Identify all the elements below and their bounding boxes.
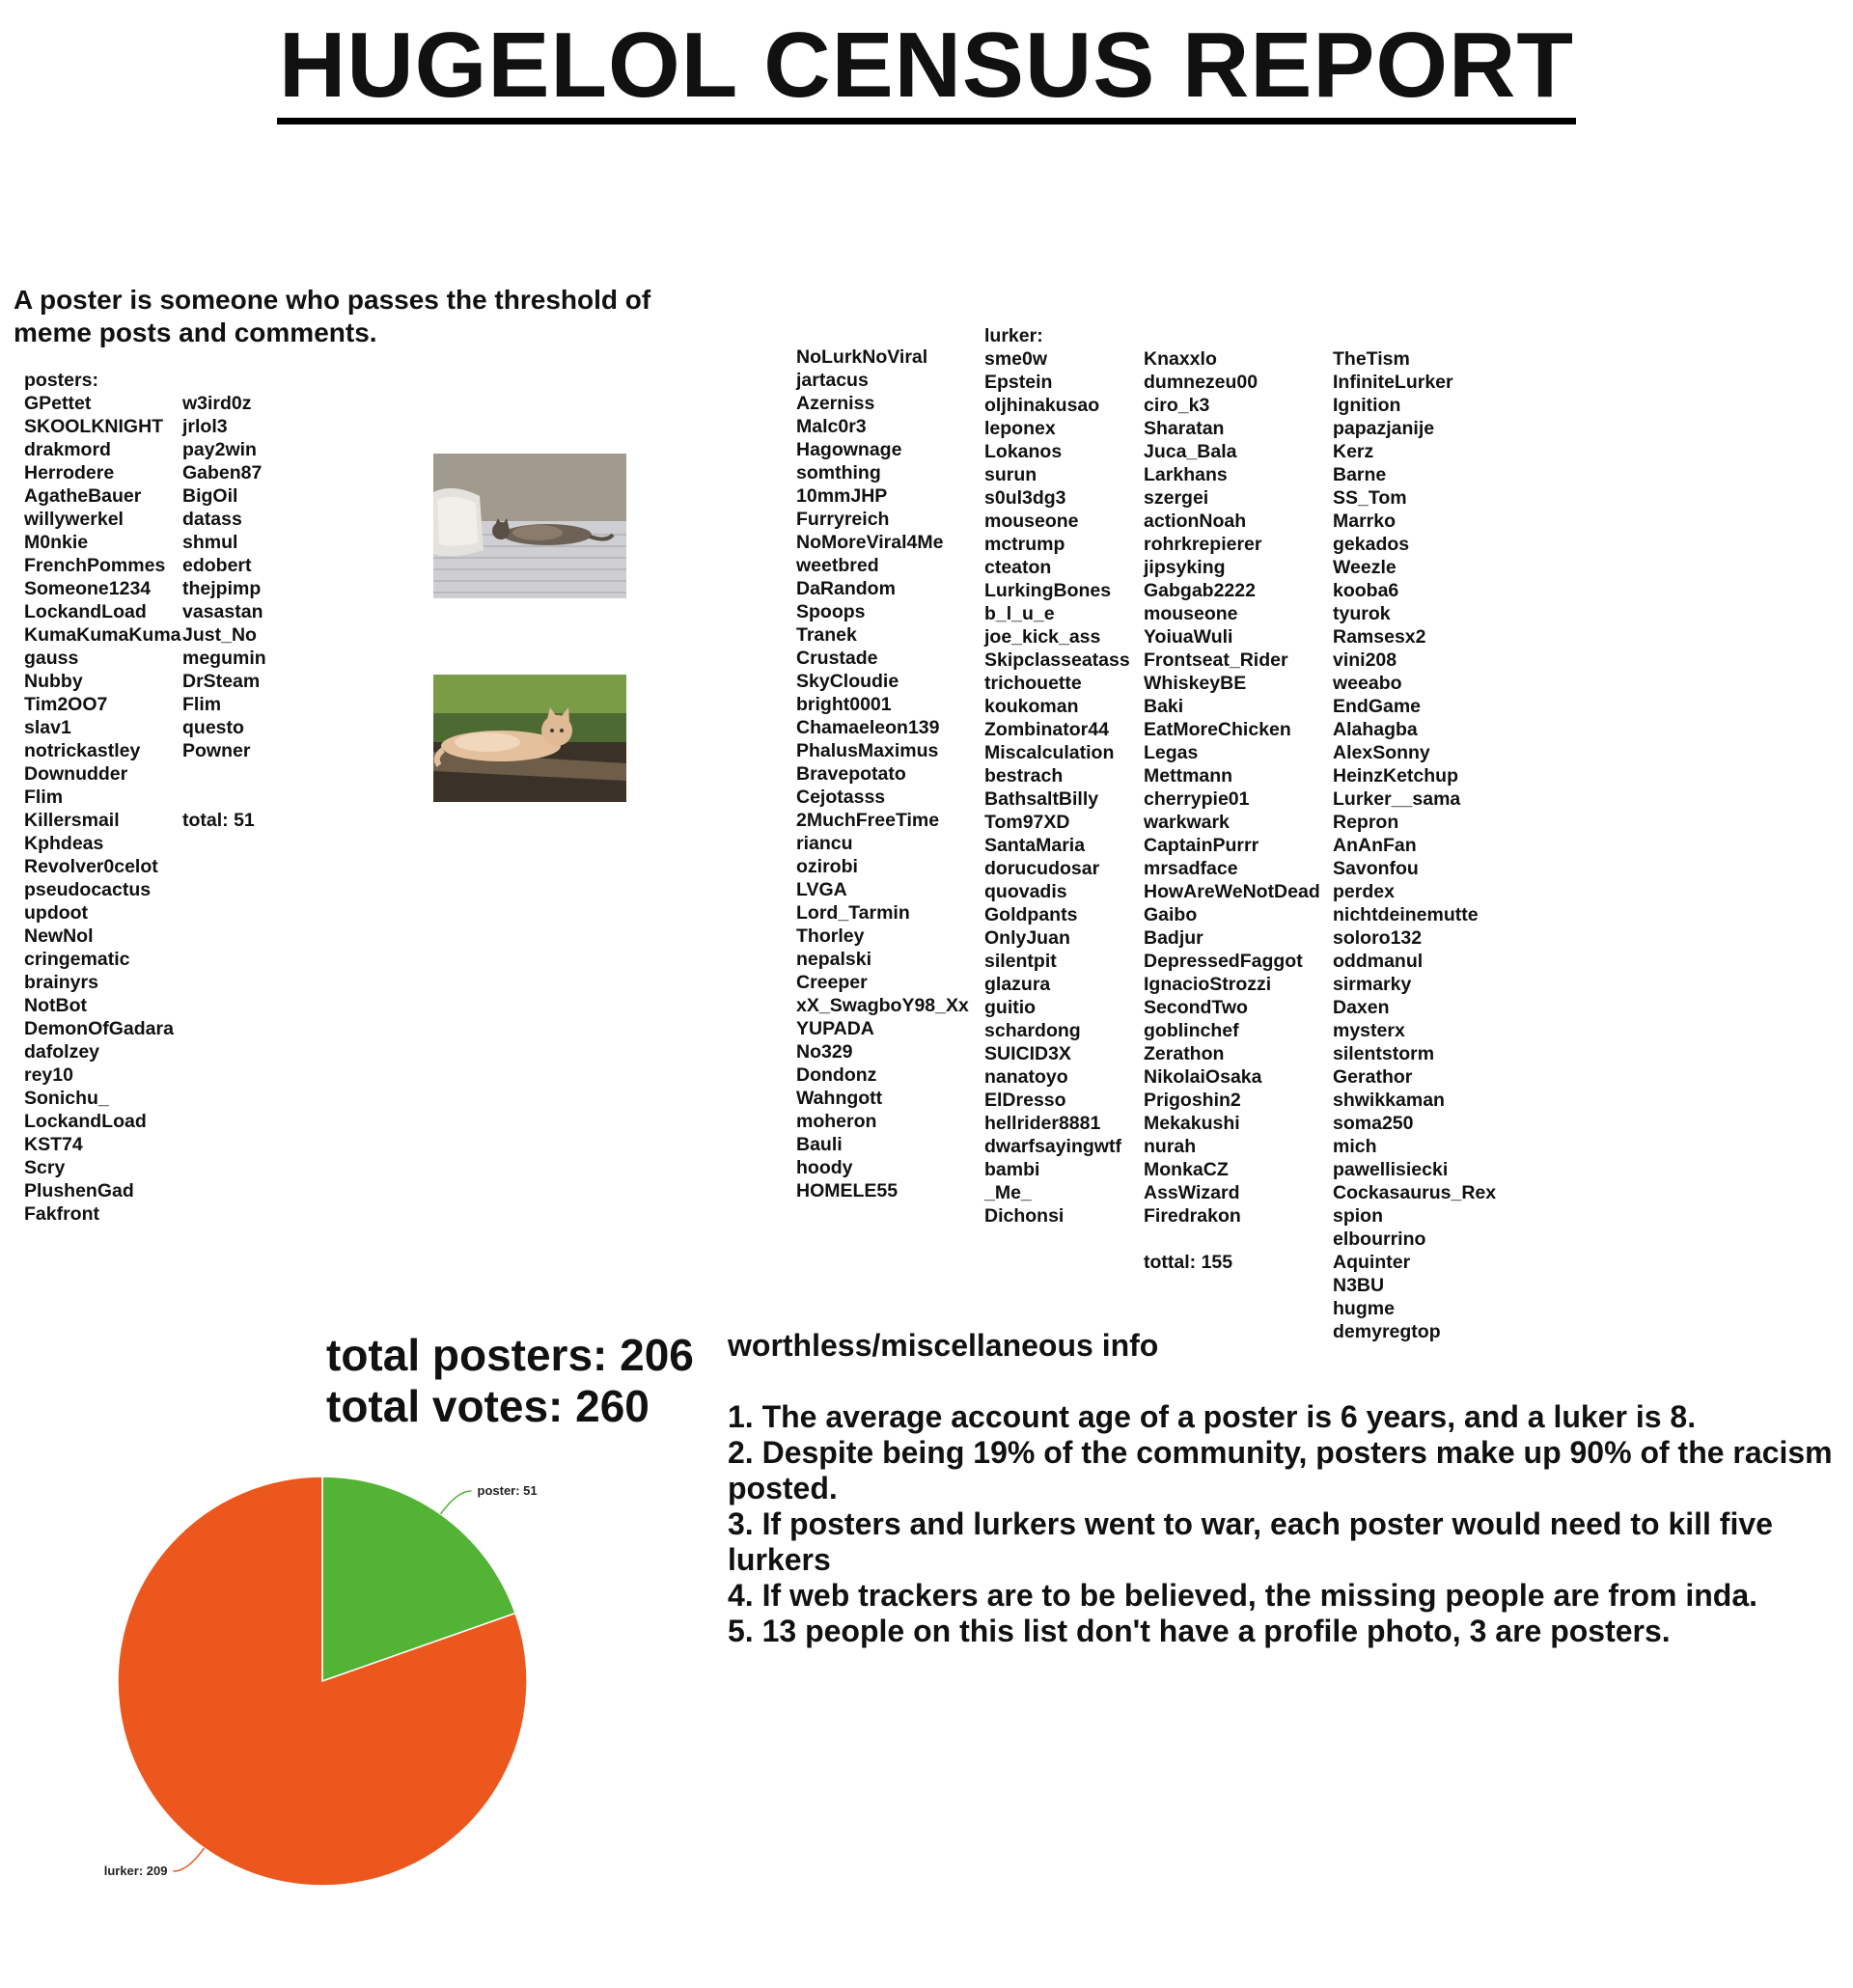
lurker-name: Chamaeleon139 <box>796 717 940 738</box>
lurker-name: Barne <box>1333 464 1387 485</box>
lurker-name: Lord_Tarmin <box>796 902 910 924</box>
lurker-name: moheron <box>796 1111 877 1132</box>
posters-list-2 <box>182 392 266 762</box>
poster-name: KumaKumaKuma <box>24 624 181 646</box>
lurker-name: Prigoshin2 <box>1144 1090 1241 1111</box>
lurker-name: mysterx <box>1333 1020 1405 1041</box>
lurker-name: AlexSonny <box>1333 742 1430 763</box>
lurker-name: Azerniss <box>796 393 875 414</box>
lurker-name: N3BU <box>1333 1275 1385 1296</box>
lurker-name: ozirobi <box>796 856 858 877</box>
lurker-name: jipsyking <box>1144 557 1226 578</box>
lurker-name: sme0w <box>984 348 1048 370</box>
misc-fact: 3. If posters and lurkers went to war, each poster would need to kill five lurkers <box>728 1506 1773 1577</box>
lurker-name: hellrider8881 <box>984 1113 1101 1134</box>
totals-block <box>326 1330 694 1432</box>
lurker-name: YUPADA <box>796 1018 874 1039</box>
misc-fact: 2. Despite being 19% of the community, posters make up 90% of the racism posted. <box>728 1435 1833 1505</box>
lurker-name: DaRandom <box>796 578 896 599</box>
lurkers-column-4 <box>1333 347 1496 1343</box>
total-votes: total votes: 260 <box>326 1381 650 1431</box>
lurker-name: 2MuchFreeTime <box>796 810 940 831</box>
lurker-name: Bravepotato <box>796 763 906 785</box>
lurker-name: Goldpants <box>984 904 1078 925</box>
lurker-name: quovadis <box>984 881 1067 902</box>
poster-name: M0nkie <box>24 532 89 553</box>
lurker-name: 10mmJHP <box>796 485 888 507</box>
poster-name: dafolzey <box>24 1041 100 1063</box>
lurker-name: jartacus <box>796 370 869 391</box>
lurker-name: Bauli <box>796 1134 843 1155</box>
lurker-name: Repron <box>1333 812 1399 833</box>
lurker-name: _Me_ <box>984 1182 1032 1203</box>
lurker-name: WhiskeyBE <box>1144 673 1247 694</box>
lurkers-column-2 <box>984 324 1130 1228</box>
lurker-name: schardong <box>984 1020 1081 1041</box>
lurker-name: CaptainPurrr <box>1144 835 1259 856</box>
lurker-name: Malc0r3 <box>796 416 867 437</box>
poster-name: FrenchPommes <box>24 555 166 576</box>
lurker-name: HOMELE55 <box>796 1180 899 1201</box>
poster-name: Gaben87 <box>182 462 263 483</box>
poster-name: NewNol <box>24 925 94 947</box>
lurker-name: mich <box>1333 1136 1377 1157</box>
lurker-name: Mekakushi <box>1144 1113 1240 1134</box>
lurker-name: NoMoreViral4Me <box>796 532 944 553</box>
lurker-name: IgnacioStrozzi <box>1144 974 1272 995</box>
lurker-name: kooba6 <box>1333 580 1399 601</box>
lurker-name: AnAnFan <box>1333 835 1417 856</box>
lurker-name: spion <box>1333 1205 1383 1227</box>
lurker-name: soma250 <box>1333 1113 1414 1134</box>
misc-fact: 4. If web trackers are to be believed, the missing people are from inda. <box>728 1578 1758 1613</box>
poster-name: jrlol3 <box>182 416 228 437</box>
lurker-name: SUICID3X <box>984 1043 1071 1064</box>
poster-name: Kphdeas <box>24 833 104 854</box>
poster-name: SKOOLKNIGHT <box>24 416 164 437</box>
page-title: HUGELOL CENSUS REPORT <box>277 14 1576 124</box>
lurker-name: Spoops <box>796 601 866 622</box>
poster-name: pseudocactus <box>24 879 152 900</box>
lurker-name: Ramsesx2 <box>1333 626 1426 648</box>
lurker-name: bright0001 <box>796 694 892 715</box>
cat-lying-photo <box>433 675 626 802</box>
misc-info-block <box>728 1328 1847 1649</box>
lurker-name: nurah <box>1144 1136 1197 1157</box>
lurker-name: YoiuaWuli <box>1144 626 1233 648</box>
poster-name: rey10 <box>24 1064 73 1086</box>
lurker-name: Tom97XD <box>984 812 1070 833</box>
lurker-name: SkyCloudie <box>796 671 899 692</box>
poster-name: shmul <box>182 532 238 553</box>
lurker-name: Crustade <box>796 648 878 669</box>
lurker-name: vini208 <box>1333 649 1397 671</box>
lurker-name: mouseone <box>1144 603 1238 624</box>
poster-name: willywerkel <box>24 509 124 530</box>
poster-name: Herrodere <box>24 462 115 483</box>
lurker-name: BathsaltBilly <box>984 788 1099 810</box>
lurker-name: s0ul3dg3 <box>984 487 1066 509</box>
lurker-name: Cejotasss <box>796 787 886 808</box>
lurker-name: Legas <box>1144 742 1199 763</box>
lurker-name: trichouette <box>984 673 1082 694</box>
lurker-name: b_l_u_e <box>984 603 1055 624</box>
lurker-name: cteaton <box>984 557 1052 578</box>
lurker-name: papazjanije <box>1333 418 1435 439</box>
poster-name: GPettet <box>24 393 92 414</box>
lurker-name: Wahngott <box>796 1088 883 1109</box>
lurker-name: cherrypie01 <box>1144 788 1250 810</box>
lurker-name: EndGame <box>1333 696 1422 717</box>
lurker-name: Tranek <box>796 624 857 646</box>
lurker-name: rohrkrepierer <box>1144 534 1262 555</box>
misc-fact: 1. The average account age of a poster is 6 years, and a luker is 8. <box>728 1399 1697 1434</box>
lurker-name: perdex <box>1333 881 1395 902</box>
lurker-name: Zombinator44 <box>984 719 1109 740</box>
lurker-name: silentpit <box>984 951 1057 972</box>
poster-name: Flim <box>182 694 222 715</box>
poster-name: Tim2OO7 <box>24 694 108 715</box>
lurker-name: Badjur <box>1144 927 1203 949</box>
poster-name: Powner <box>182 740 251 761</box>
lurker-name: leponex <box>984 418 1056 439</box>
lurker-name: Epstein <box>984 372 1053 393</box>
cat-on-couch-photo <box>433 454 626 598</box>
lurker-name: Weezle <box>1333 557 1397 578</box>
poster-name: megumin <box>182 648 266 669</box>
lurker-name: Miscalculation <box>984 742 1115 763</box>
poster-name: Sonichu_ <box>24 1088 109 1109</box>
poster-name: cringematic <box>24 949 130 970</box>
lurker-name: Alahagba <box>1333 719 1418 740</box>
lurker-name: joe_kick_ass <box>984 626 1101 648</box>
posters-list-1 <box>24 392 181 1226</box>
poster-name: Downudder <box>24 763 128 785</box>
poster-name: PlushenGad <box>24 1180 134 1201</box>
lurker-name: Frontseat_Rider <box>1144 649 1288 671</box>
lurker-name: Lokanos <box>984 441 1063 462</box>
lurker-name: AssWizard <box>1144 1182 1240 1203</box>
poster-name: questo <box>182 717 244 738</box>
poster-name: Scry <box>24 1157 66 1178</box>
poster-name: drakmord <box>24 439 111 460</box>
poster-name: gauss <box>24 648 79 669</box>
pie-leader-line-poster <box>441 1491 472 1514</box>
lurker-name: Marrko <box>1333 511 1397 532</box>
poster-name: notrickastley <box>24 740 141 761</box>
lurker-name: SecondTwo <box>1144 997 1248 1018</box>
lurker-name: nichtdeinemutte <box>1333 904 1479 925</box>
lurker-name: NoLurkNoViral <box>796 346 928 368</box>
lurkers-list-1 <box>796 345 969 1202</box>
misc-fact: 5. 13 people on this list don't have a profile photo, 3 are posters. <box>728 1614 1671 1648</box>
poster-name: Just_No <box>182 624 257 646</box>
lurker-name: bambi <box>984 1159 1040 1180</box>
lurker-name: Lurker__sama <box>1333 788 1461 810</box>
lurkers-list-4 <box>1333 347 1496 1343</box>
lurker-name: guitio <box>984 997 1037 1018</box>
lurker-name: Juca_Bala <box>1144 441 1237 462</box>
lurker-name: dorucudosar <box>984 858 1100 879</box>
lurker-name: MonkaCZ <box>1144 1159 1229 1180</box>
lurker-name: pawellisiecki <box>1333 1159 1449 1180</box>
lurker-name: dumnezeu00 <box>1144 372 1258 393</box>
poster-name: Nubby <box>24 671 83 692</box>
lurkers-total: tottal: 155 <box>1144 1252 1233 1273</box>
lurker-name: Ignition <box>1333 395 1401 416</box>
lurker-name: bestrach <box>984 765 1064 787</box>
page-title-wrap <box>0 14 1853 124</box>
lurker-name: Thorley <box>796 925 865 947</box>
poster-name: Someone1234 <box>24 578 152 599</box>
lurker-name: Savonfou <box>1333 858 1419 879</box>
lurker-name: soloro132 <box>1333 927 1423 949</box>
poster-name: LockandLoad <box>24 1111 147 1132</box>
lurker-name: demyregtop <box>1333 1321 1441 1342</box>
misc-heading: worthless/miscellaneous info <box>728 1328 1159 1363</box>
lurker-name: koukoman <box>984 696 1079 717</box>
lurker-name: mrsadface <box>1144 858 1238 879</box>
lurker-name: EatMoreChicken <box>1144 719 1291 740</box>
poster-name: Revolver0celot <box>24 856 158 877</box>
lurker-name: LurkingBones <box>984 580 1112 601</box>
lurker-name: Baki <box>1144 696 1184 717</box>
posters-column-1 <box>24 369 181 1226</box>
poster-name: Flim <box>24 787 64 808</box>
poster-name: DrSteam <box>182 671 261 692</box>
posters-column-2 <box>182 392 266 832</box>
lurker-name: mctrump <box>984 534 1065 555</box>
lurkers-column-1 <box>796 345 969 1202</box>
total-posters: total posters: 206 <box>326 1330 694 1380</box>
poster-name: vasastan <box>182 601 263 622</box>
poster-name: pay2win <box>182 439 257 460</box>
lurker-name: ciro_k3 <box>1144 395 1210 416</box>
lurker-name: Mettmann <box>1144 765 1233 787</box>
lurker-name: Zerathon <box>1144 1043 1225 1064</box>
lurker-name: ElDresso <box>984 1090 1066 1111</box>
poster-definition: A poster is someone who passes the threshold of meme posts and comments. <box>14 285 651 347</box>
lurker-name: glazura <box>984 974 1051 995</box>
lurkers-column-3 <box>1144 347 1320 1274</box>
lurker-name: weetbred <box>796 555 879 576</box>
poster-name: w3ird0z <box>182 393 252 414</box>
poster-name: Killersmail <box>24 810 120 831</box>
lurker-name: Dichonsi <box>984 1205 1065 1227</box>
lurker-name: OnlyJuan <box>984 927 1070 949</box>
lurker-name: Aquinter <box>1333 1252 1411 1273</box>
lurker-name: hugme <box>1333 1298 1395 1319</box>
poster-name: brainyrs <box>24 972 98 993</box>
lurker-name: SS_Tom <box>1333 487 1407 509</box>
lurker-name: mouseone <box>984 511 1079 532</box>
lurker-name: Larkhans <box>1144 464 1228 485</box>
lurker-name: HowAreWeNotDead <box>1144 881 1320 902</box>
lurker-name: tyurok <box>1333 603 1391 624</box>
lurker-name: Cockasaurus_Rex <box>1333 1182 1497 1203</box>
lurker-name: hoody <box>796 1157 853 1178</box>
lurker-name: riancu <box>796 833 853 854</box>
poster-name: thejpimp <box>182 578 262 599</box>
pie-label-lurker: lurker: 209 <box>103 1864 168 1879</box>
lurker-name: LVGA <box>796 879 847 900</box>
lurker-name: weeabo <box>1333 673 1402 694</box>
lurkers-list-3 <box>1144 347 1320 1228</box>
lurker-name: silentstorm <box>1333 1043 1435 1064</box>
poster-name: datass <box>182 509 242 530</box>
lurker-name: xX_SwagboY98_Xx <box>796 995 969 1016</box>
poster-name: DemonOfGadara <box>24 1018 174 1039</box>
lurker-name: DepressedFaggot <box>1144 951 1303 972</box>
poster-name: AgatheBauer <box>24 485 142 507</box>
poster-name: edobert <box>182 555 252 576</box>
lurker-name: elbourrino <box>1333 1229 1426 1250</box>
pie-label-poster: poster: 51 <box>477 1482 538 1498</box>
lurker-name: gekados <box>1333 534 1410 555</box>
lurker-name: Gerathor <box>1333 1066 1413 1088</box>
poster-name: updoot <box>24 902 89 924</box>
lurker-name: oddmanul <box>1333 951 1424 972</box>
poster-name: Fakfront <box>24 1203 99 1225</box>
poster-name: BigOil <box>182 485 238 507</box>
lurker-name: Daxen <box>1333 997 1390 1018</box>
lurker-name: No329 <box>796 1041 853 1063</box>
lurker-name: Dondonz <box>796 1064 877 1086</box>
lurker-name: shwikkaman <box>1333 1090 1445 1111</box>
poster-lurker-pie-chart <box>0 1438 598 1901</box>
lurker-name: warkwark <box>1144 812 1230 833</box>
lurker-name: nanatoyo <box>984 1066 1068 1088</box>
lurker-name: Kerz <box>1333 441 1374 462</box>
posters-total: total: 51 <box>182 810 255 831</box>
lurker-name: nepalski <box>796 949 872 970</box>
lurker-name: actionNoah <box>1144 511 1247 532</box>
lurker-name: Furryreich <box>796 509 890 530</box>
lurker-name: Hagownage <box>796 439 902 460</box>
lurker-name: somthing <box>796 462 881 483</box>
lurker-name: dwarfsayingwtf <box>984 1136 1121 1157</box>
lurker-name: Skipclasseatass <box>984 649 1130 671</box>
lurkers-heading: lurker: <box>984 325 1043 346</box>
lurker-name: InfiniteLurker <box>1333 372 1453 393</box>
lurker-name: Knaxxlo <box>1144 348 1217 370</box>
lurker-name: Firedrakon <box>1144 1205 1241 1227</box>
lurker-name: TheTism <box>1333 348 1410 370</box>
posters-heading: posters: <box>24 370 98 391</box>
lurker-name: SantaMaria <box>984 835 1086 856</box>
lurker-name: NikolaiOsaka <box>1144 1066 1262 1088</box>
poster-name: KST74 <box>24 1134 83 1155</box>
poster-name: LockandLoad <box>24 601 147 622</box>
lurker-name: Gabgab2222 <box>1144 580 1256 601</box>
lurker-name: sirmarky <box>1333 974 1412 995</box>
lurker-name: goblinchef <box>1144 1020 1239 1041</box>
lurker-name: Sharatan <box>1144 418 1225 439</box>
lurker-name: oljhinakusao <box>984 395 1100 416</box>
lurker-name: surun <box>984 464 1037 485</box>
pie-leader-line-lurker <box>173 1848 204 1871</box>
lurker-name: szergei <box>1144 487 1209 509</box>
lurker-name: Gaibo <box>1144 904 1198 925</box>
lurker-name: HeinzKetchup <box>1333 765 1459 787</box>
lurker-name: PhalusMaximus <box>796 740 939 761</box>
poster-name: slav1 <box>24 717 71 738</box>
lurker-name: Creeper <box>796 972 868 993</box>
lurkers-list-2 <box>984 347 1130 1228</box>
poster-name: NotBot <box>24 995 87 1016</box>
